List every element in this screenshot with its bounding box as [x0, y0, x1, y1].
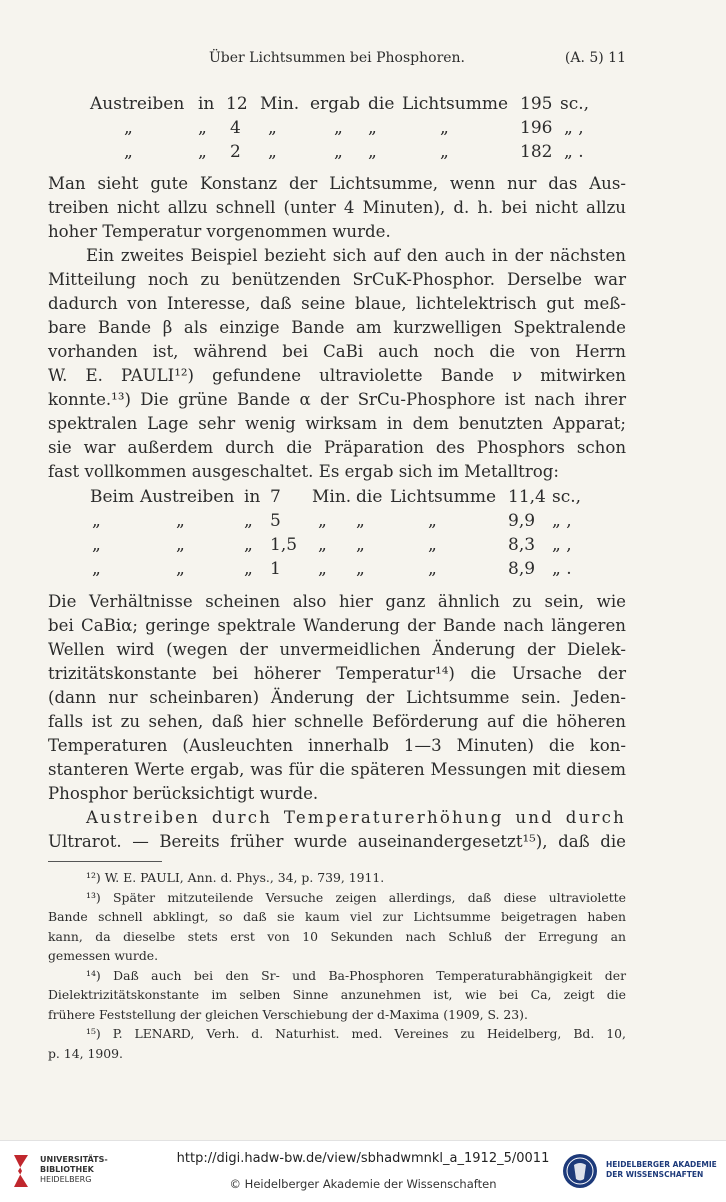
table-cell: 9,9 [508, 511, 536, 531]
table-row [48, 142, 628, 166]
table-cell: „ [124, 142, 133, 162]
table-cell: ergab [310, 94, 361, 114]
academy-line: DER WISSENSCHAFTEN [606, 1170, 704, 1179]
table-cell: Austreiben [90, 94, 185, 114]
text-line: fast vollkommen ausgeschaltet. Es ergab sich im Metalltrog: [48, 462, 559, 481]
table-cell: „ [368, 118, 377, 138]
table-row [48, 511, 628, 535]
table-cell: Min. [260, 94, 300, 114]
table-cell: „ [428, 535, 437, 555]
text-line: hoher Temperatur vorgenommen wurde. [48, 222, 391, 241]
text-line: Ultrarot. — Bereits früher wurde auseinandergesetzt¹⁵), daß die [48, 832, 626, 851]
table-cell: 11,4 [508, 487, 546, 507]
text-line: (dann nur scheinbaren) Änderung der Lichtsumme sein. Jeden- [48, 688, 626, 707]
table-cell: die [356, 487, 383, 507]
measurement-table-1 [48, 94, 628, 166]
footnotes [48, 868, 626, 1063]
table-cell: „ [318, 535, 327, 555]
table-cell: „ [198, 118, 207, 138]
viewer-footer [0, 1140, 726, 1202]
text-line: stanteren Werte ergab, was für die späteren Messungen mit diesem [48, 760, 626, 779]
text-line: Mitteilung noch zu benützenden SrCuK-Phosphor. Derselbe war [48, 270, 626, 289]
table-cell: „ [440, 142, 449, 162]
academy-line: HEIDELBERGER AKADEMIE [606, 1160, 717, 1169]
footnote-line: frühere Feststellung der gleichen Verschiebung der d-Maxima (1909, S. 23). [48, 1006, 528, 1022]
table-cell: in [244, 487, 261, 507]
footnote-line: Dielektrizitätskonstante im selben Sinne anzunehmen ist, wie bei Ca, zeigt die [48, 987, 626, 1002]
table-row [48, 535, 628, 559]
table-row [48, 559, 628, 583]
text-line: bei CaBiα; geringe spektrale Wanderung der Bande nach längeren [48, 616, 626, 635]
footnote-line: kann, da dieselbe stets erst von 10 Sekunden nach Schluß der Erregung an [48, 928, 626, 944]
footnote-line: ¹⁵) P. LENARD, Verh. d. Naturhist. med. Vereines zu Heidelberg, Bd. 10, [86, 1026, 626, 1041]
text-line: trizitätskonstante bei höherer Temperatur¹⁴) die Ursache der [48, 664, 626, 683]
table-row [48, 118, 628, 142]
table-cell: Lichtsumme [402, 94, 509, 114]
text-line: Ein zweites Beispiel bezieht sich auf den auch in der nächsten [86, 246, 626, 265]
table-cell: „ [244, 535, 253, 555]
table-cell: „ [318, 559, 327, 579]
library-line: UNIVERSITÄTS- [40, 1155, 108, 1164]
text-line: vorhanden ist, während bei CaBi auch noch die von Herrn [48, 342, 626, 361]
text-line: bare Bande β als einzige Bande am kurzwelligen Spektralende [48, 318, 626, 337]
text-line: Wellen wird (wegen der unvermeidlichen Änderung der Dielek- [48, 640, 626, 659]
text-line: treiben nicht allzu schnell (unter 4 Minuten), d. h. bei nicht allzu [48, 198, 626, 217]
table-cell: Austreiben [140, 487, 235, 507]
table-cell: „ [356, 559, 365, 579]
table-cell: 8,9 [508, 559, 536, 579]
table-cell: „ [356, 511, 365, 531]
table-cell: „ . [552, 559, 572, 579]
table-cell: 196 [520, 118, 553, 138]
table-row [48, 94, 628, 118]
footnote-line: Bande schnell abklingt, so daß sie kaum viel zur Lichtsumme beigetragen haben [48, 909, 626, 924]
footnote-divider [48, 861, 162, 862]
text-line: W. E. PAULI¹²) gefundene ultraviolette Bande ν mitwirken [48, 366, 626, 385]
table-cell: Beim [90, 487, 135, 507]
text-line: Man sieht gute Konstanz der Lichtsumme, wenn nur das Aus- [48, 174, 626, 193]
table-cell: „ [244, 511, 253, 531]
text-line: Temperaturen (Ausleuchten innerhalb 1—3 Minuten) die kon- [48, 736, 626, 755]
table-cell: „ [318, 511, 327, 531]
table-cell: „ [244, 559, 253, 579]
header-title: Über Lichtsummen bei Phosphoren. [208, 50, 466, 66]
table-cell: Lichtsumme [390, 487, 497, 507]
table-cell: „ [268, 118, 277, 138]
table-cell: 8,3 [508, 535, 536, 555]
table-cell: „ [176, 559, 185, 579]
table-cell: „ [368, 142, 377, 162]
table-cell: „ [268, 142, 277, 162]
library-line: BIBLIOTHEK [40, 1165, 94, 1174]
table-cell: 182 [520, 142, 553, 162]
table-cell: „ [428, 559, 437, 579]
table-cell: „ [440, 118, 449, 138]
footnote-line: ¹²) W. E. PAULI, Ann. d. Phys., 34, p. 739, 1911. [86, 870, 385, 885]
text-line: sie war außerdem durch die Präparation des Phosphors schon [48, 438, 626, 457]
table-cell: 12 [226, 94, 248, 114]
table-cell: „ . [564, 142, 584, 162]
table-cell: 7 [270, 487, 281, 507]
footnote-line: gemessen wurde. [48, 948, 159, 963]
text-line: dadurch von Interesse, daß seine blaue, lichtelektrisch gut meß- [48, 294, 626, 313]
table-cell: „ [428, 511, 437, 531]
paragraph-3 [48, 590, 626, 806]
academy-seal-icon [562, 1153, 598, 1189]
paragraph-4 [48, 806, 626, 854]
table-cell: „ [334, 142, 343, 162]
paragraph-1 [48, 172, 626, 244]
table-cell: 2 [230, 142, 241, 162]
table-cell: „ [334, 118, 343, 138]
table-cell: „ [356, 535, 365, 555]
table-cell: Min. [312, 487, 352, 507]
header-page-ref: (A. 5) 11 [564, 50, 626, 66]
table-cell: „ [124, 118, 133, 138]
footnote-line: ¹³) Später mitzuteilende Versuche zeigen allerdings, daß diese ultraviolette [86, 889, 626, 905]
table-cell: „ [92, 535, 101, 555]
table-row [48, 487, 628, 511]
library-line: HEIDELBERG [40, 1175, 92, 1184]
table-cell: „ [92, 511, 101, 531]
table-cell: „ [176, 535, 185, 555]
table-cell: 5 [270, 511, 281, 531]
table-cell: 1,5 [270, 535, 298, 555]
copyright-notice: © Heidelberger Akademie der Wissenschaften [229, 1177, 497, 1191]
running-header [48, 50, 626, 72]
table-cell: 1 [270, 559, 281, 579]
text-line: Die Verhältnisse scheinen also hier ganz ähnlich zu sein, wie [48, 592, 626, 611]
permalink-url[interactable]: http://digi.hadw-bw.de/view/sbhadwmnkl_a_1912_5/0011 [176, 1151, 550, 1166]
measurement-table-2 [48, 487, 628, 583]
academy-name [606, 1160, 717, 1180]
text-line: spektralen Lage sehr wenig wirksam in dem benutzten Apparat; [48, 414, 626, 433]
table-cell: sc., [560, 94, 590, 114]
text-line: konnte.¹³) Die grüne Bande α der SrCu-Phosphore ist nach ihrer [48, 390, 626, 409]
table-cell: „ [176, 511, 185, 531]
table-cell: 195 [520, 94, 553, 114]
footnote-line: ¹⁴) Daß auch bei den Sr- und Ba-Phosphoren Temperaturabhängigkeit der [86, 967, 626, 983]
table-cell: „ [198, 142, 207, 162]
table-cell: „ [92, 559, 101, 579]
text-line: falls ist zu sehen, daß hier schnelle Beförderung auf die höheren [48, 712, 626, 731]
table-cell: „ , [552, 535, 572, 555]
table-cell: in [198, 94, 215, 114]
table-cell: 4 [230, 118, 241, 138]
section-heading-line: Austreiben durch Temperaturerhöhung und durch [86, 808, 626, 827]
footnote-line: p. 14, 1909. [48, 1045, 123, 1061]
table-cell: die [368, 94, 395, 114]
paragraph-2 [48, 244, 626, 484]
table-cell: sc., [552, 487, 582, 507]
table-cell: „ , [564, 118, 584, 138]
text-line: Phosphor berücksichtigt wurde. [48, 784, 319, 803]
table-cell: „ , [552, 511, 572, 531]
